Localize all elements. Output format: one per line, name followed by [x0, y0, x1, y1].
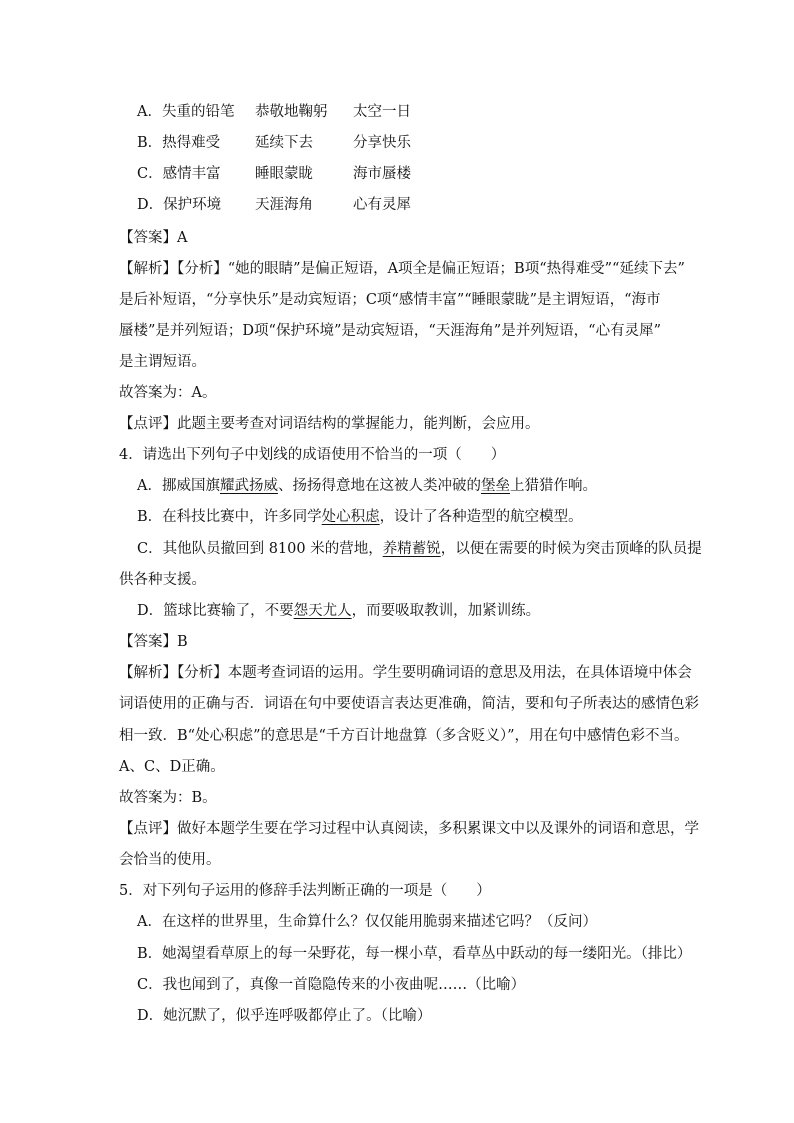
q4-conclusion: 故答案为：B。	[119, 790, 217, 806]
underlined-idiom: 耀武扬威	[219, 478, 278, 494]
q4-analysis-line-3: 相一致．B“处心积虑”的意思是“千方百计地盘算（多含贬义）”，用在句中感情色彩不当。	[119, 728, 689, 744]
q3-analysis-line-1: 【解析】【分析】“她的眼睛”是偏正短语，A项全是偏正短语；B项“热得难受”“延续下去”	[119, 261, 685, 277]
underlined-idiom: 处心积虑	[321, 509, 380, 525]
q4-option-c-continued: 供各种支援。	[119, 572, 206, 588]
q3-analysis-line-3: 蜃楼”是并列短语；D项“保护环境”是动宾短语，“天涯海角”是并列短语，“心有灵犀”	[119, 323, 662, 339]
q4-comment-line-1: 【点评】做好本题学生要在学习过程中认真阅读，多积累课文中以及课外的词语和意思，学	[119, 821, 699, 837]
q4-analysis-line-4: A、C、D正确。	[119, 759, 225, 775]
option-text: 、扬扬得意地在这被人类冲破的	[277, 478, 481, 494]
q4-option-c	[137, 539, 702, 559]
q5-option-a: A．在这样的世界里，生命算什么？仅仅能用脆弱来描述它吗？（反问）	[137, 914, 597, 930]
q4-analysis-line-1: 【解析】【分析】本题考查词语的运用。学生要明确词语的意思及用法，在具体语境中体会	[119, 665, 692, 681]
option-text: ，以便在需要的时候为突击顶峰的队员提	[440, 541, 702, 557]
underlined-word: 堡垒	[480, 478, 510, 494]
option-text: 上猎猎作响。	[509, 478, 597, 494]
q4-analysis-line-2: 词语使用的正确与否．词语在句中要使语言表达更准确，简洁，要和句子所表达的感情色彩	[119, 696, 699, 712]
q5-question: 5．对下列句子运用的修辞手法判断正确的一项是（ ）	[119, 883, 491, 899]
option-phrase-2: 延续下去	[255, 135, 313, 151]
option-text: A．挪威国旗	[137, 478, 220, 494]
q4-comment-line-2: 会恰当的使用。	[119, 852, 221, 868]
q3-comment: 【点评】此题主要考查对词语结构的掌握能力，能判断，会应用。	[119, 416, 540, 432]
option-phrase-2: 天涯海角	[255, 197, 313, 213]
q3-analysis-line-4: 是主谓短语。	[119, 354, 206, 370]
option-label: B．热得难受	[137, 135, 221, 151]
option-label: A．失重的铅笔	[137, 104, 235, 120]
option-phrase-3: 海市蜃楼	[353, 166, 411, 182]
option-text: C．其他队员撤回到 8100 米的营地，	[137, 541, 383, 557]
q4-option-b	[137, 507, 583, 527]
q5-option-c: C．我也闻到了，真像一首隐隐传来的小夜曲呢……（比喻）	[137, 977, 526, 993]
q3-conclusion: 故答案为：A。	[119, 385, 217, 401]
underlined-idiom: 养精蓄锐	[382, 541, 441, 557]
q5-option-b: B．她渴望看草原上的每一朵野花，每一棵小草，看草丛中跃动的每一缕阳光。（排比）	[137, 946, 692, 962]
option-phrase-2: 睡眼蒙眬	[255, 166, 313, 182]
q3-analysis-line-2: 是后补短语，“分享快乐”是动宾短语；C项“感情丰富”“睡眼蒙眬”是主谓短语，“海市	[119, 292, 661, 308]
option-label: D．保护环境	[137, 197, 222, 213]
q4-option-a	[137, 476, 597, 496]
underlined-idiom: 怨天尤人	[293, 603, 352, 619]
option-text: ，而要吸取教训，加紧训练。	[351, 603, 541, 619]
option-phrase-3: 心有灵犀	[353, 197, 411, 213]
q5-option-d: D．她沉默了，似乎连呼吸都停止了。（比喻）	[137, 1008, 432, 1024]
option-text: ，设计了各种造型的航空模型。	[379, 509, 583, 525]
q4-question: 4．请选出下列句子中划线的成语使用不恰当的一项（ ）	[119, 447, 506, 463]
q4-answer: 【答案】B	[119, 634, 188, 650]
q3-answer: 【答案】A	[119, 230, 188, 246]
option-text: D．篮球比赛输了，不要	[137, 603, 294, 619]
option-phrase-3: 分享快乐	[353, 135, 411, 151]
q4-option-d	[137, 601, 540, 621]
option-label: C．感情丰富	[137, 166, 221, 182]
option-phrase-3: 太空一日	[353, 104, 411, 120]
option-phrase-2: 恭敬地鞠躬	[255, 104, 328, 120]
option-text: B．在科技比赛中，许多同学	[137, 509, 322, 525]
